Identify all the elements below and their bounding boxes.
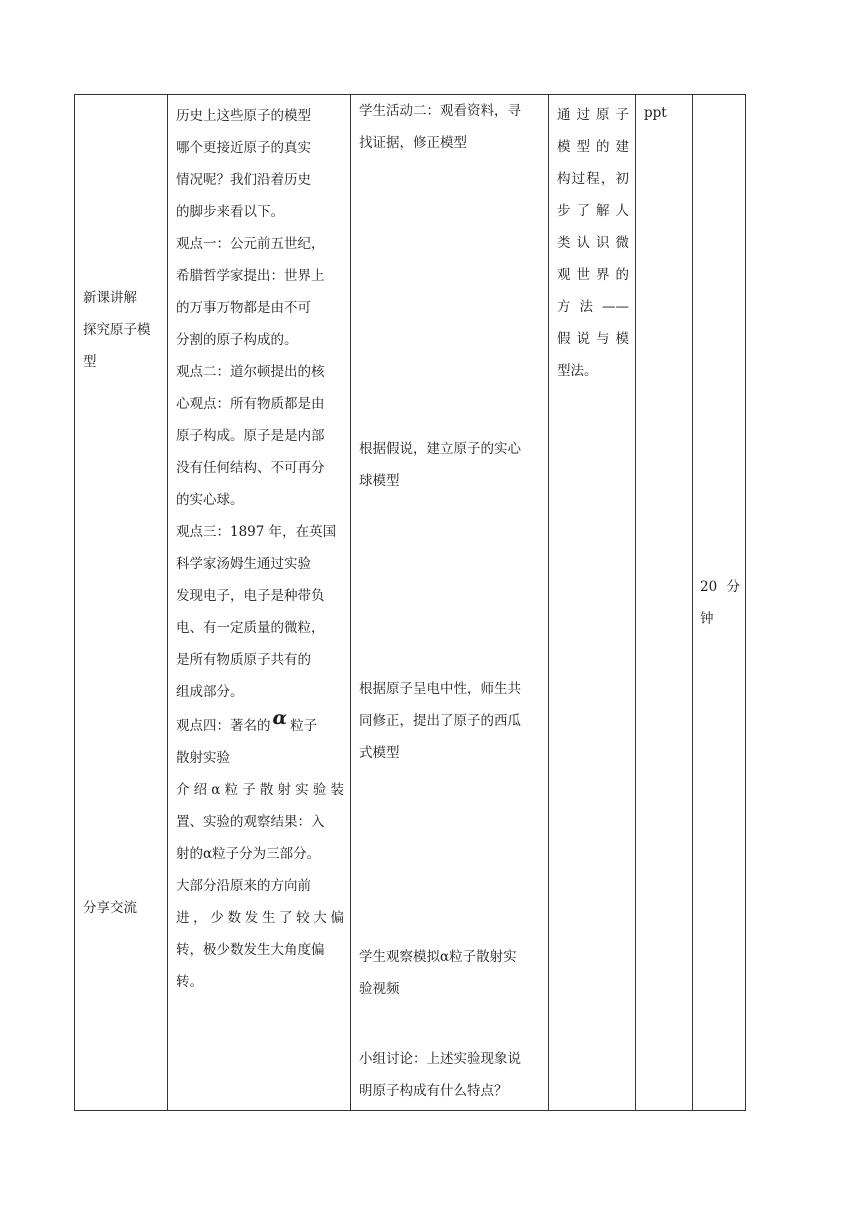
- time-cell: [693, 95, 746, 1111]
- stage-cell: [75, 95, 168, 1111]
- resource-cell: [636, 95, 693, 1111]
- teacher-content: [176, 100, 344, 998]
- view-four-paragraph: 观点四：著名的 α 粒子 散射实验: [176, 707, 318, 766]
- student-activity-cell: [351, 95, 549, 1111]
- resource-ppt: ppt: [644, 105, 667, 121]
- view-two-paragraph: 观点二：道尔顿提出的核 心观点：所有物质都是由 原子构成。原子是是内部 没有任何结构、不可再分 的实心球。: [176, 364, 325, 508]
- time-allocation: 20 分 钟: [700, 579, 740, 627]
- experiment-detail-paragraph: 介绍α粒子散射实验装 置、实验的观察结果：入 射的α粒子分为三部分。 大部分沿原来的方向前 进，少数发生了较大偏 转，极少数发生大角度偏 转。: [176, 782, 344, 990]
- observe-scattering-video: 学生观察模拟α粒子散射实 验视频: [359, 949, 517, 997]
- group-discussion: 小组讨论：上述实验现象说 明原子构成有什么特点？: [359, 1051, 521, 1099]
- teacher-activity-cell: [168, 95, 351, 1111]
- view-one-paragraph: 观点一：公元前五世纪， 希腊哲学家提出：世界上 的万事万物都是由不可 分割的原子构成的。: [176, 236, 325, 348]
- solid-sphere-model: 根据假说，建立原子的实心 球模型: [359, 441, 521, 489]
- stage-sharing: 分享交流: [83, 900, 137, 916]
- view-three-paragraph: 观点三：1897 年，在英国 科学家汤姆生通过实验 发现电子，电子是种带负 电、有一定质量的微粒， 是所有物质原子共有的 组成部分。: [176, 524, 337, 700]
- design-intent-text: 通过原子 模型的建 构过程，初 步了解人 类认识微 观世界的 方法—— 假说与模 型法。: [557, 107, 629, 379]
- stage-new-lesson: 新课讲解 探究原子模 型: [83, 290, 151, 370]
- alpha-symbol: α: [272, 707, 288, 729]
- design-intent-cell: [549, 95, 636, 1111]
- student-activity-two: 学生活动二：观看资料，寻 找证据，修正模型: [359, 103, 521, 151]
- watermelon-model: 根据原子呈电中性，师生共 同修正，提出了原子的西瓜 式模型: [359, 681, 521, 761]
- lesson-plan-table: [74, 94, 746, 1111]
- intro-paragraph: 历史上这些原子的模型 哪个更接近原子的真实 情况呢？我们沿着历史 的脚步来看以下。: [176, 108, 311, 220]
